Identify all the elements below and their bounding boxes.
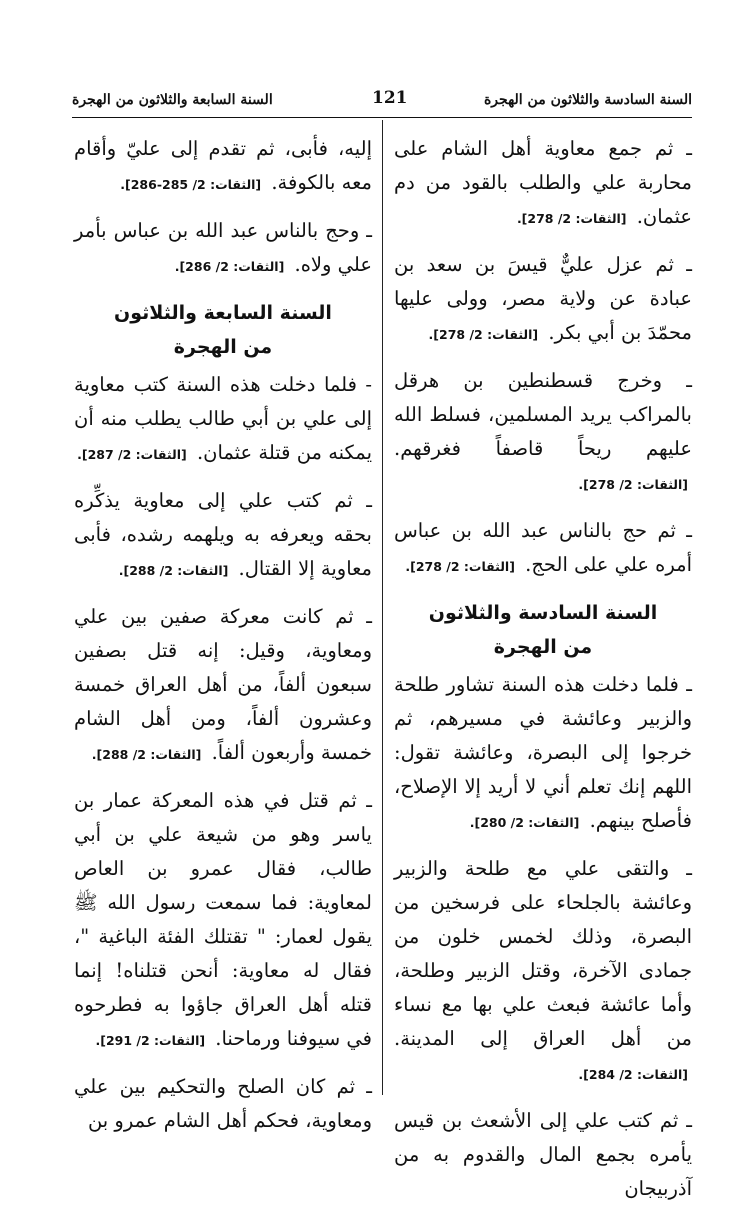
entry: ـ والتقى علي مع طلحة والزبير وعائشة بالجلحاء على فرسخين من البصرة، وذلك لخمس خلون من جمادى الآخرة، وقتل الزبير وطلحة، وأما عائشة فبعث علي بها مع نساء من أهل العراق إلى المدينة. [الثقات: 2/ 284]. xyxy=(394,857,692,1082)
entry: ـ ثم كتب علي إلى الأشعث بن قيس يأمره بجمع المال والقدوم به من آذربيجان xyxy=(394,1109,692,1200)
citation: [الثقات: 2/ 286]. xyxy=(174,259,285,274)
column-divider xyxy=(382,120,383,1095)
year-heading xyxy=(394,596,692,664)
right-column xyxy=(394,132,692,1200)
year-heading-line2: من الهجرة xyxy=(493,636,593,658)
entry: - فلما دخلت هذه السنة كتب معاوية إلى علي بن أبي طالب يطلب منه أن يمكنه من قتلة عثمان. [الثقات: 2/ 287]. xyxy=(74,373,372,464)
page-number: 121 xyxy=(372,88,408,108)
header-left-title: السنة السابعة والثلاثون من الهجرة xyxy=(72,92,273,108)
entry: ـ ثم كانت معركة صفين بين علي ومعاوية، وقيل: إنه قتل بصفين سبعون ألفاً، من أهل العراق خمسة وعشرون ألفاً، ومن أهل الشام خمسة وأربعون ألفاً. [الثقات: 2/ 288]. xyxy=(74,605,372,764)
citation: [الثقات: 2/ 278]. xyxy=(578,477,688,492)
entry: ـ فلما دخلت هذه السنة تشاور طلحة والزبير وعائشة في مسيرهم، ثم خرجوا إلى البصرة، وعائشة تقول: اللهم إنك تعلم أني لا أريد إلا الإصلاح، فأصلح بينهم. [الثقات: 2/ 280]. xyxy=(394,673,692,832)
citation: [الثقات: 2/ 291]. xyxy=(95,1033,206,1048)
entry: ـ ثم كان الصلح والتحكيم بين علي ومعاوية، فحكم أهل الشام عمرو بن xyxy=(74,1075,372,1132)
citation: [الثقات: 2/ 280]. xyxy=(469,815,580,830)
citation: [الثقات: 2/ 288]. xyxy=(91,747,202,762)
entry: ـ وخرج قسطنطين بن هرقل بالمراكب يريد المسلمين، فسلط الله عليهم ريحاً قاصفاً فغرقهم. [الثقات: 2/ 278]. xyxy=(394,369,692,492)
year-heading-line2: من الهجرة xyxy=(173,336,273,358)
citation: [الثقات: 2/ 287]. xyxy=(77,447,187,462)
year-heading xyxy=(74,296,372,364)
citation: [الثقات: 2/ 285-286]. xyxy=(120,177,262,192)
citation: [الثقات: 2/ 278]. xyxy=(516,211,627,226)
year-heading-line1: السنة السادسة والثلاثون xyxy=(428,602,658,624)
entry: ـ ثم حج بالناس عبد الله بن عباس أمره علي على الحج. [الثقات: 2/ 278]. xyxy=(394,519,692,576)
header-rule xyxy=(72,117,692,118)
year-heading-line1: السنة السابعة والثلاثون xyxy=(114,302,332,324)
header-right-title: السنة السادسة والثلاثون من الهجرة xyxy=(483,92,692,108)
citation: [الثقات: 2/ 288]. xyxy=(118,563,229,578)
citation: [الثقات: 2/ 278]. xyxy=(405,559,515,574)
entry: ـ ثم جمع معاوية أهل الشام على محاربة علي والطلب بالقود من دم عثمان. [الثقات: 2/ 278]. xyxy=(394,137,692,228)
left-column xyxy=(74,132,372,1132)
entry: إليه، فأبى، ثم تقدم إلى عليّ وأقام معه بالكوفة. [الثقات: 2/ 285-286]. xyxy=(74,137,372,194)
entry: ـ ثم كتب علي إلى معاوية يذكِّره بحقه ويعرفه به ويلهمه رشده، فأبى معاوية إلا القتال. [الثقات: 2/ 288]. xyxy=(74,489,372,580)
citation: [الثقات: 2/ 278]. xyxy=(428,327,539,342)
entry: ـ وحج بالناس عبد الله بن عباس بأمر علي ولاه. [الثقات: 2/ 286]. xyxy=(74,219,372,276)
citation: [الثقات: 2/ 284]. xyxy=(578,1067,688,1082)
running-header xyxy=(72,88,692,116)
entry: ـ ثم قتل في هذه المعركة عمار بن ياسر وهو من شيعة علي بن أبي طالب، فقال عمرو بن العاص لمعاوية: فما سمعت رسول الله ﷺ يقول لعمار: " تقتلك الفئة الباغية "، فقال له معاوية: أنحن قتلناه! إنما قتله أهل العراق جاؤوا به فطرحوه في سيوفنا ورماحنا. [الثقات: 2/ 291]. xyxy=(74,789,372,1050)
entry: ـ ثم عزل عليٌّ قيسَ بن سعد بن عبادة عن ولاية مصر، وولى عليها محمّدَ بن أبي بكر. [الثقات: 2/ 278]. xyxy=(394,253,692,344)
